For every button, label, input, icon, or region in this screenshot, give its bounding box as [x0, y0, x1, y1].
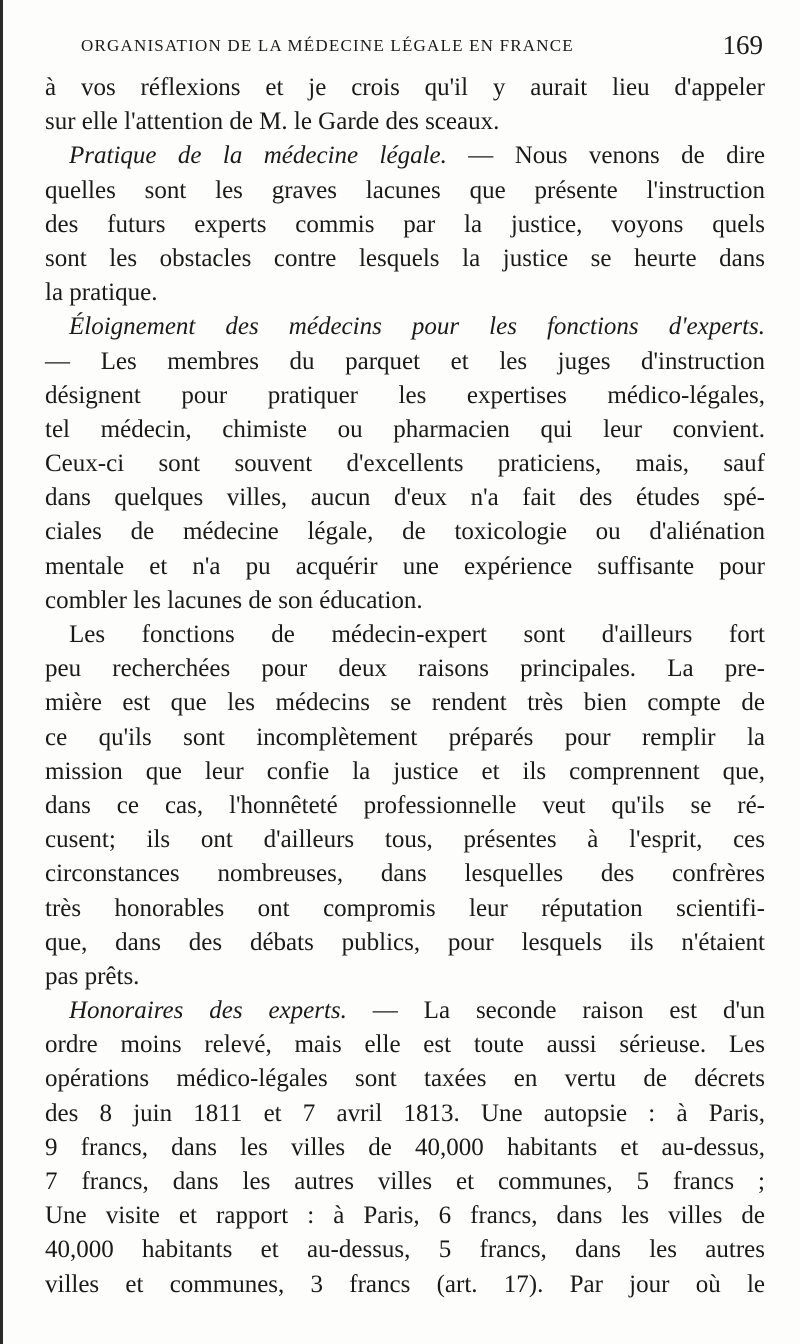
text-line: [45, 994, 765, 1028]
line-text: très honorables ont compromis leur réputation scientifi-: [45, 894, 765, 922]
line-text: sont les obstacles contre lesquels la justice se heurte dans: [45, 244, 765, 272]
text-line: [45, 1097, 765, 1131]
line-text: tel médecin, chimiste ou pharmacien qui leur convient.: [45, 415, 765, 443]
line-text: Une visite et rapport : à Paris, 6 francs, dans les villes de: [45, 1202, 765, 1230]
text-line: [45, 1062, 765, 1096]
text-line: [45, 1199, 765, 1233]
line-text: sur elle l'attention de M. le Garde des sceaux.: [45, 108, 500, 136]
page-number: 169: [722, 30, 763, 60]
line-text: peu recherchées pour deux raisons principales. La pre-: [45, 655, 765, 683]
line-text: Ceux-ci sont souvent d'excellents praticiens, mais, sauf: [45, 450, 765, 478]
text-line: [45, 276, 765, 310]
text-line: [45, 71, 765, 105]
text-line: [45, 208, 765, 242]
line-text: ciales de médecine légale, de toxicologie ou d'aliénation: [45, 518, 765, 546]
running-head: [81, 30, 763, 64]
text-line: [45, 755, 765, 789]
section-heading: Éloignement des médecins pour les fonctions d'experts.: [69, 313, 765, 341]
section-heading: Pratique de la médecine légale.: [69, 142, 447, 170]
line-text: des futurs experts commis par la justice, voyons quels: [45, 210, 765, 238]
text-line: [45, 686, 765, 720]
text-line: [45, 1233, 765, 1267]
text-line: [45, 174, 765, 208]
line-text: cusent; ils ont d'ailleurs tous, présentes à l'esprit, ces: [45, 826, 765, 854]
body-text: [45, 71, 765, 1302]
line-text: dans ce cas, l'honnêteté professionnelle veut qu'ils se ré-: [45, 791, 765, 819]
line-text: 7 francs, dans les autres villes et communes, 5 francs ;: [45, 1168, 765, 1195]
line-text: des 8 juin 1811 et 7 avril 1813. Une autopsie : à Paris,: [45, 1099, 765, 1127]
text-line: [45, 345, 765, 379]
text-line: [45, 139, 765, 173]
text-line: [45, 1268, 765, 1302]
line-text: 9 francs, dans les villes de 40,000 habitants et au-dessus,: [45, 1133, 765, 1161]
text-line: [45, 857, 765, 891]
line-text: opérations médico-légales sont taxées en vertu de décrets: [45, 1065, 765, 1093]
text-line: [45, 550, 765, 584]
text-line: [45, 1165, 765, 1199]
text-line: [45, 481, 765, 515]
line-text: combler les lacunes de son éducation.: [45, 586, 423, 614]
line-text: 40,000 habitants et au-dessus, 5 francs, dans les autres: [45, 1236, 765, 1264]
text-line: [45, 379, 765, 413]
section-heading: Honoraires des experts.: [69, 997, 347, 1025]
line-text: ce qu'ils sont incomplètement préparés pour remplir la: [45, 723, 765, 751]
text-line: [45, 515, 765, 549]
text-line: [45, 926, 765, 960]
running-title: ORGANISATION DE LA MÉDECINE LÉGALE EN FRANCE: [81, 36, 574, 55]
line-text: à vos réflexions et je crois qu'il y aurait lieu d'appeler: [45, 74, 765, 101]
text-line: [45, 892, 765, 926]
text-line: [45, 721, 765, 755]
text-line: [45, 310, 765, 344]
line-text: dans quelques villes, aucun d'eux n'a fait des études spé-: [45, 484, 765, 512]
text-line: [45, 789, 765, 823]
line-text: pas prêts.: [45, 962, 140, 990]
text-line: [45, 105, 765, 139]
line-text: mière est que les médecins se rendent très bien compte de: [45, 689, 765, 717]
line-text: quelles sont les graves lacunes que présente l'instruction: [45, 176, 765, 204]
line-text: Les fonctions de médecin-expert sont d'ailleurs fort: [69, 621, 765, 648]
line-text: circonstances nombreuses, dans lesquelles des confrères: [45, 860, 765, 888]
text-line: [45, 618, 765, 652]
line-text: que, dans des débats publics, pour lesquels ils n'étaient: [45, 928, 765, 956]
line-text: — La seconde raison est d'un: [346, 997, 765, 1025]
text-line: [45, 242, 765, 276]
text-line: [45, 1028, 765, 1062]
line-text: — Nous venons de dire: [446, 142, 766, 170]
text-line: [45, 584, 765, 618]
line-text: — Les membres du parquet et les juges d'instruction: [45, 347, 765, 375]
line-text: la pratique.: [45, 279, 158, 307]
line-text: mission que leur confie la justice et ils comprennent que,: [45, 757, 765, 785]
line-text: villes et communes, 3 francs (art. 17). Par jour où le: [45, 1270, 765, 1298]
text-line: [45, 652, 765, 686]
text-line: [45, 1131, 765, 1165]
text-line: [45, 413, 765, 447]
line-text: mentale et n'a pu acquérir une expérience suffisante pour: [45, 552, 765, 580]
text-line: [45, 960, 765, 994]
text-line: [45, 447, 765, 481]
line-text: désignent pour pratiquer les expertises médico-légales,: [45, 381, 765, 409]
line-text: ordre moins relevé, mais elle est toute aussi sérieuse. Les: [45, 1031, 765, 1059]
text-line: [45, 823, 765, 857]
